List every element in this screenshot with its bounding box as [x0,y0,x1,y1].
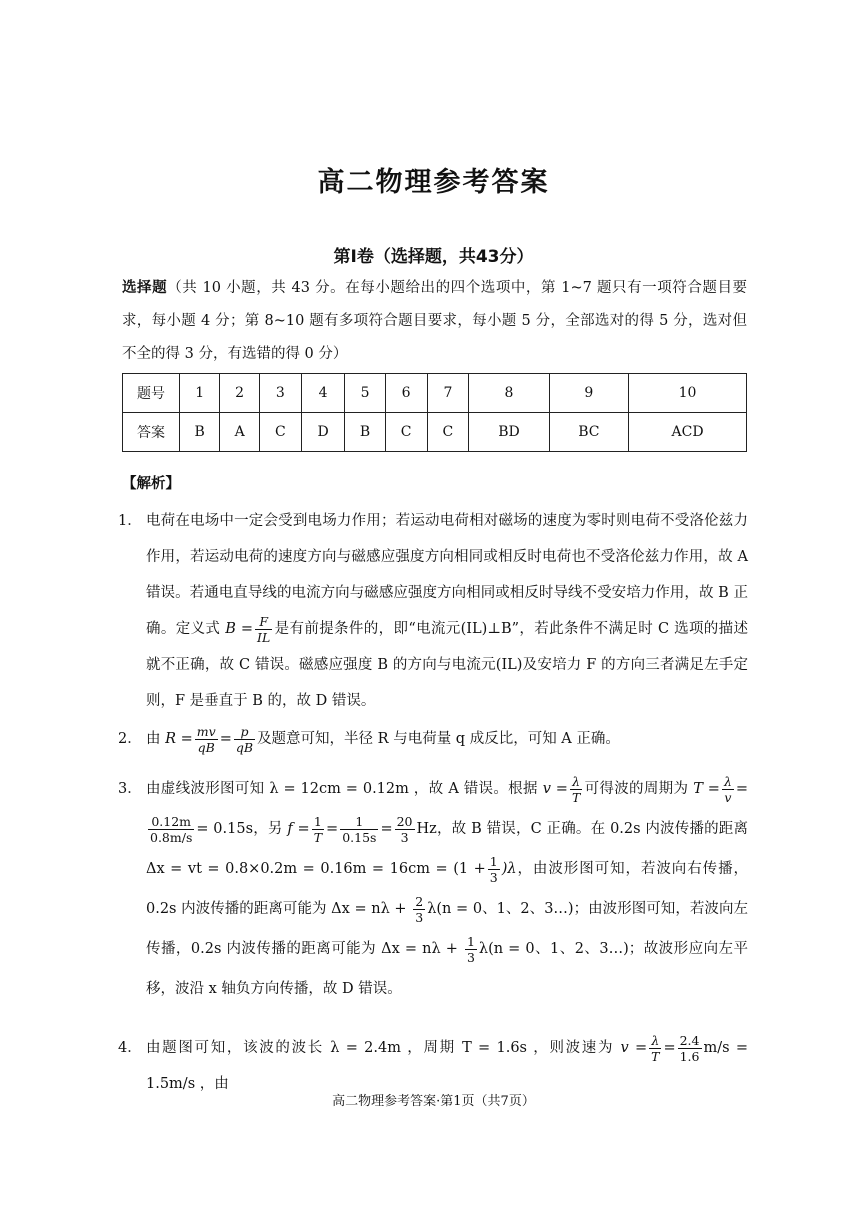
fraction [722,774,734,805]
numerator: λ [649,1033,661,1049]
fraction [678,1033,702,1064]
numerator: 2 [415,893,424,909]
table-cell: C [259,413,301,452]
table-cell: 5 [345,374,385,413]
fraction [148,814,194,845]
formula-lhs: B = [225,621,254,637]
fraction [255,614,272,645]
fraction [312,814,324,845]
table-cell: BD [469,413,549,452]
numerator: 1 [489,853,498,869]
item-body [146,503,748,719]
item-text: λ(n = 0、1、2、3…)；故波形应向左平移，波沿 x 轴负方向传播，故 D 错误。 [146,941,748,997]
table-header-cell: 答案 [123,413,180,452]
section-title: 第Ⅰ卷（选择题，共43分） [333,247,534,267]
table-row [123,374,747,413]
denominator: qB [235,739,254,755]
table-cell: 2 [220,374,260,413]
table-cell: B [180,413,220,452]
table-cell: BC [549,413,628,452]
item-text: 是有前提条件的，即“电流元(IL)⊥B”，若此条件不满足时 C 选项的描述就不正确，故 C 错误。磁感应强度 B 的方向与电流元(IL)及安培力 F 的方向三者满足左手定则，F 是垂直于 B 的，故 D 错误。 [146,621,749,709]
table-cell: A [220,413,260,452]
table-cell: 6 [385,374,427,413]
denominator: 0.8m/s [150,829,193,845]
item-number: 3． [118,781,142,797]
formula-lhs: v = [542,781,568,797]
table-cell: C [427,413,469,452]
item-text: λ(n = 0、1、2、3…)；由波形图可知，若波向左传播，0.2s 内波传播的距离可能为 Δx = nλ + [146,901,748,957]
item-number: 4． [118,1040,142,1056]
table-cell: 9 [549,374,628,413]
denominator: T [651,1048,660,1064]
table-cell: B [345,413,385,452]
denominator: 3 [400,829,409,845]
denominator: T [313,829,323,845]
table-cell: 4 [301,374,345,413]
paren-close: )λ [501,861,517,877]
denominator: 1.6 [679,1048,700,1064]
item-text: m/s = 1.5m/s ，由 [146,1040,749,1092]
instructions-text: （共 10 小题，共 43 分。在每小题给出的四个选项中，第 1~7 题只有一项符合题目要求，每小题 4 分；第 8~10 题有多项符合题目要求，每小题 5 分，全部选对的得 5 分，选对但不全的得 3 分，有选错的得 0 分） [122,280,748,362]
table-row [123,413,747,452]
equals-sign: = [326,821,339,837]
denominator: 0.15s [342,829,377,845]
page-title: 高二物理参考答案 [317,167,550,198]
denominator: qB [197,739,215,755]
item-text: 由题图可知，该波的波长 λ = 2.4m ，周期 T = 1.6s ，则波速为 [146,1040,615,1056]
numerator: F [255,614,272,630]
fraction [340,814,378,845]
denominator: v [724,789,732,805]
numerator: 1 [312,814,324,830]
item-text: Hz，故 B 错误，C 正确。在 0.2s 内波传播的距离 Δx = vt = 0.8×0.2m = 0.16m = 16cm = [146,821,748,877]
item-text: 由虚线波形图可知 λ = 12cm = 0.12m ，故 A 错误。根据 [146,781,538,797]
numerator: 0.12m [148,814,194,830]
page-footer: 高二物理参考答案·第1页（共7页） [332,1094,535,1109]
item-text: = 0.15s，另 [196,821,283,837]
item-text: ，由波形图可知，若波向右传播，0.2s 内波传播的距离可能为 Δx = nλ + [146,861,749,917]
denominator: 3 [489,869,498,885]
formula-lhs: v = [620,1040,648,1056]
equals-sign: = [219,731,232,747]
equals-sign: = [663,1040,676,1056]
table-cell: 1 [180,374,220,413]
table-cell: 7 [427,374,469,413]
analysis-item-2 [118,721,748,757]
fraction [413,894,425,925]
fraction [465,934,477,965]
table-cell: D [301,413,345,452]
table-cell: 8 [469,374,549,413]
table-cell: 10 [629,374,747,413]
table-cell: 3 [259,374,301,413]
equals-sign: = [380,821,393,837]
instructions [122,272,747,371]
fraction [195,724,218,755]
numerator: 20 [396,813,413,829]
formula-lhs: R = [165,731,193,747]
denominator: 3 [466,949,475,965]
numerator: λ [723,773,732,789]
numerator: 1 [466,933,475,949]
table-cell: C [385,413,427,452]
item-number: 1． [118,513,142,529]
denominator: IL [257,629,271,645]
denominator: T [571,789,581,805]
formula-lhs: T = [693,781,720,797]
fraction [395,814,415,845]
fraction [649,1033,661,1064]
item-number: 2． [118,731,142,747]
analysis-item-3 [118,769,748,1009]
table-cell: ACD [629,413,747,452]
numerator: p [234,724,255,740]
analysis-heading: 【解析】 [122,476,180,492]
item-body [146,721,748,757]
item-text: 由 [146,731,161,747]
numerator: mv [196,723,216,739]
formula-lhs: f = [287,821,310,837]
equals-sign: = [735,781,749,797]
item-text: 可得波的周期为 [584,781,689,797]
fraction [488,854,500,885]
table-header-cell: 题号 [123,374,180,413]
denominator: 3 [415,909,424,925]
numerator: 1 [340,814,378,830]
item-body [146,769,748,1009]
item-text: 电荷在电场中一定会受到电场力作用；若运动电荷相对磁场的速度为零时则电荷不受洛伦兹力作用，若运动电荷的速度方向与磁感应强度方向相同或相反时电荷也不受洛伦兹力作用，故 A 错误。若通电直导线的电流方向与磁感应强度方向相同或相反时导线不受安培力作用，故 B 正确。定义式 [146,513,748,637]
numerator: 2.4 [679,1032,700,1048]
item-text: 及题意可知，半径 R 与电荷量 q 成反比，可知 A 正确。 [257,731,620,747]
answer-table [122,373,747,452]
paren-open: (1 + [453,861,486,877]
fraction [234,724,255,755]
fraction [570,774,582,805]
numerator: λ [570,774,582,790]
instructions-label: 选择题 [122,280,168,296]
analysis-item-1 [118,503,748,719]
